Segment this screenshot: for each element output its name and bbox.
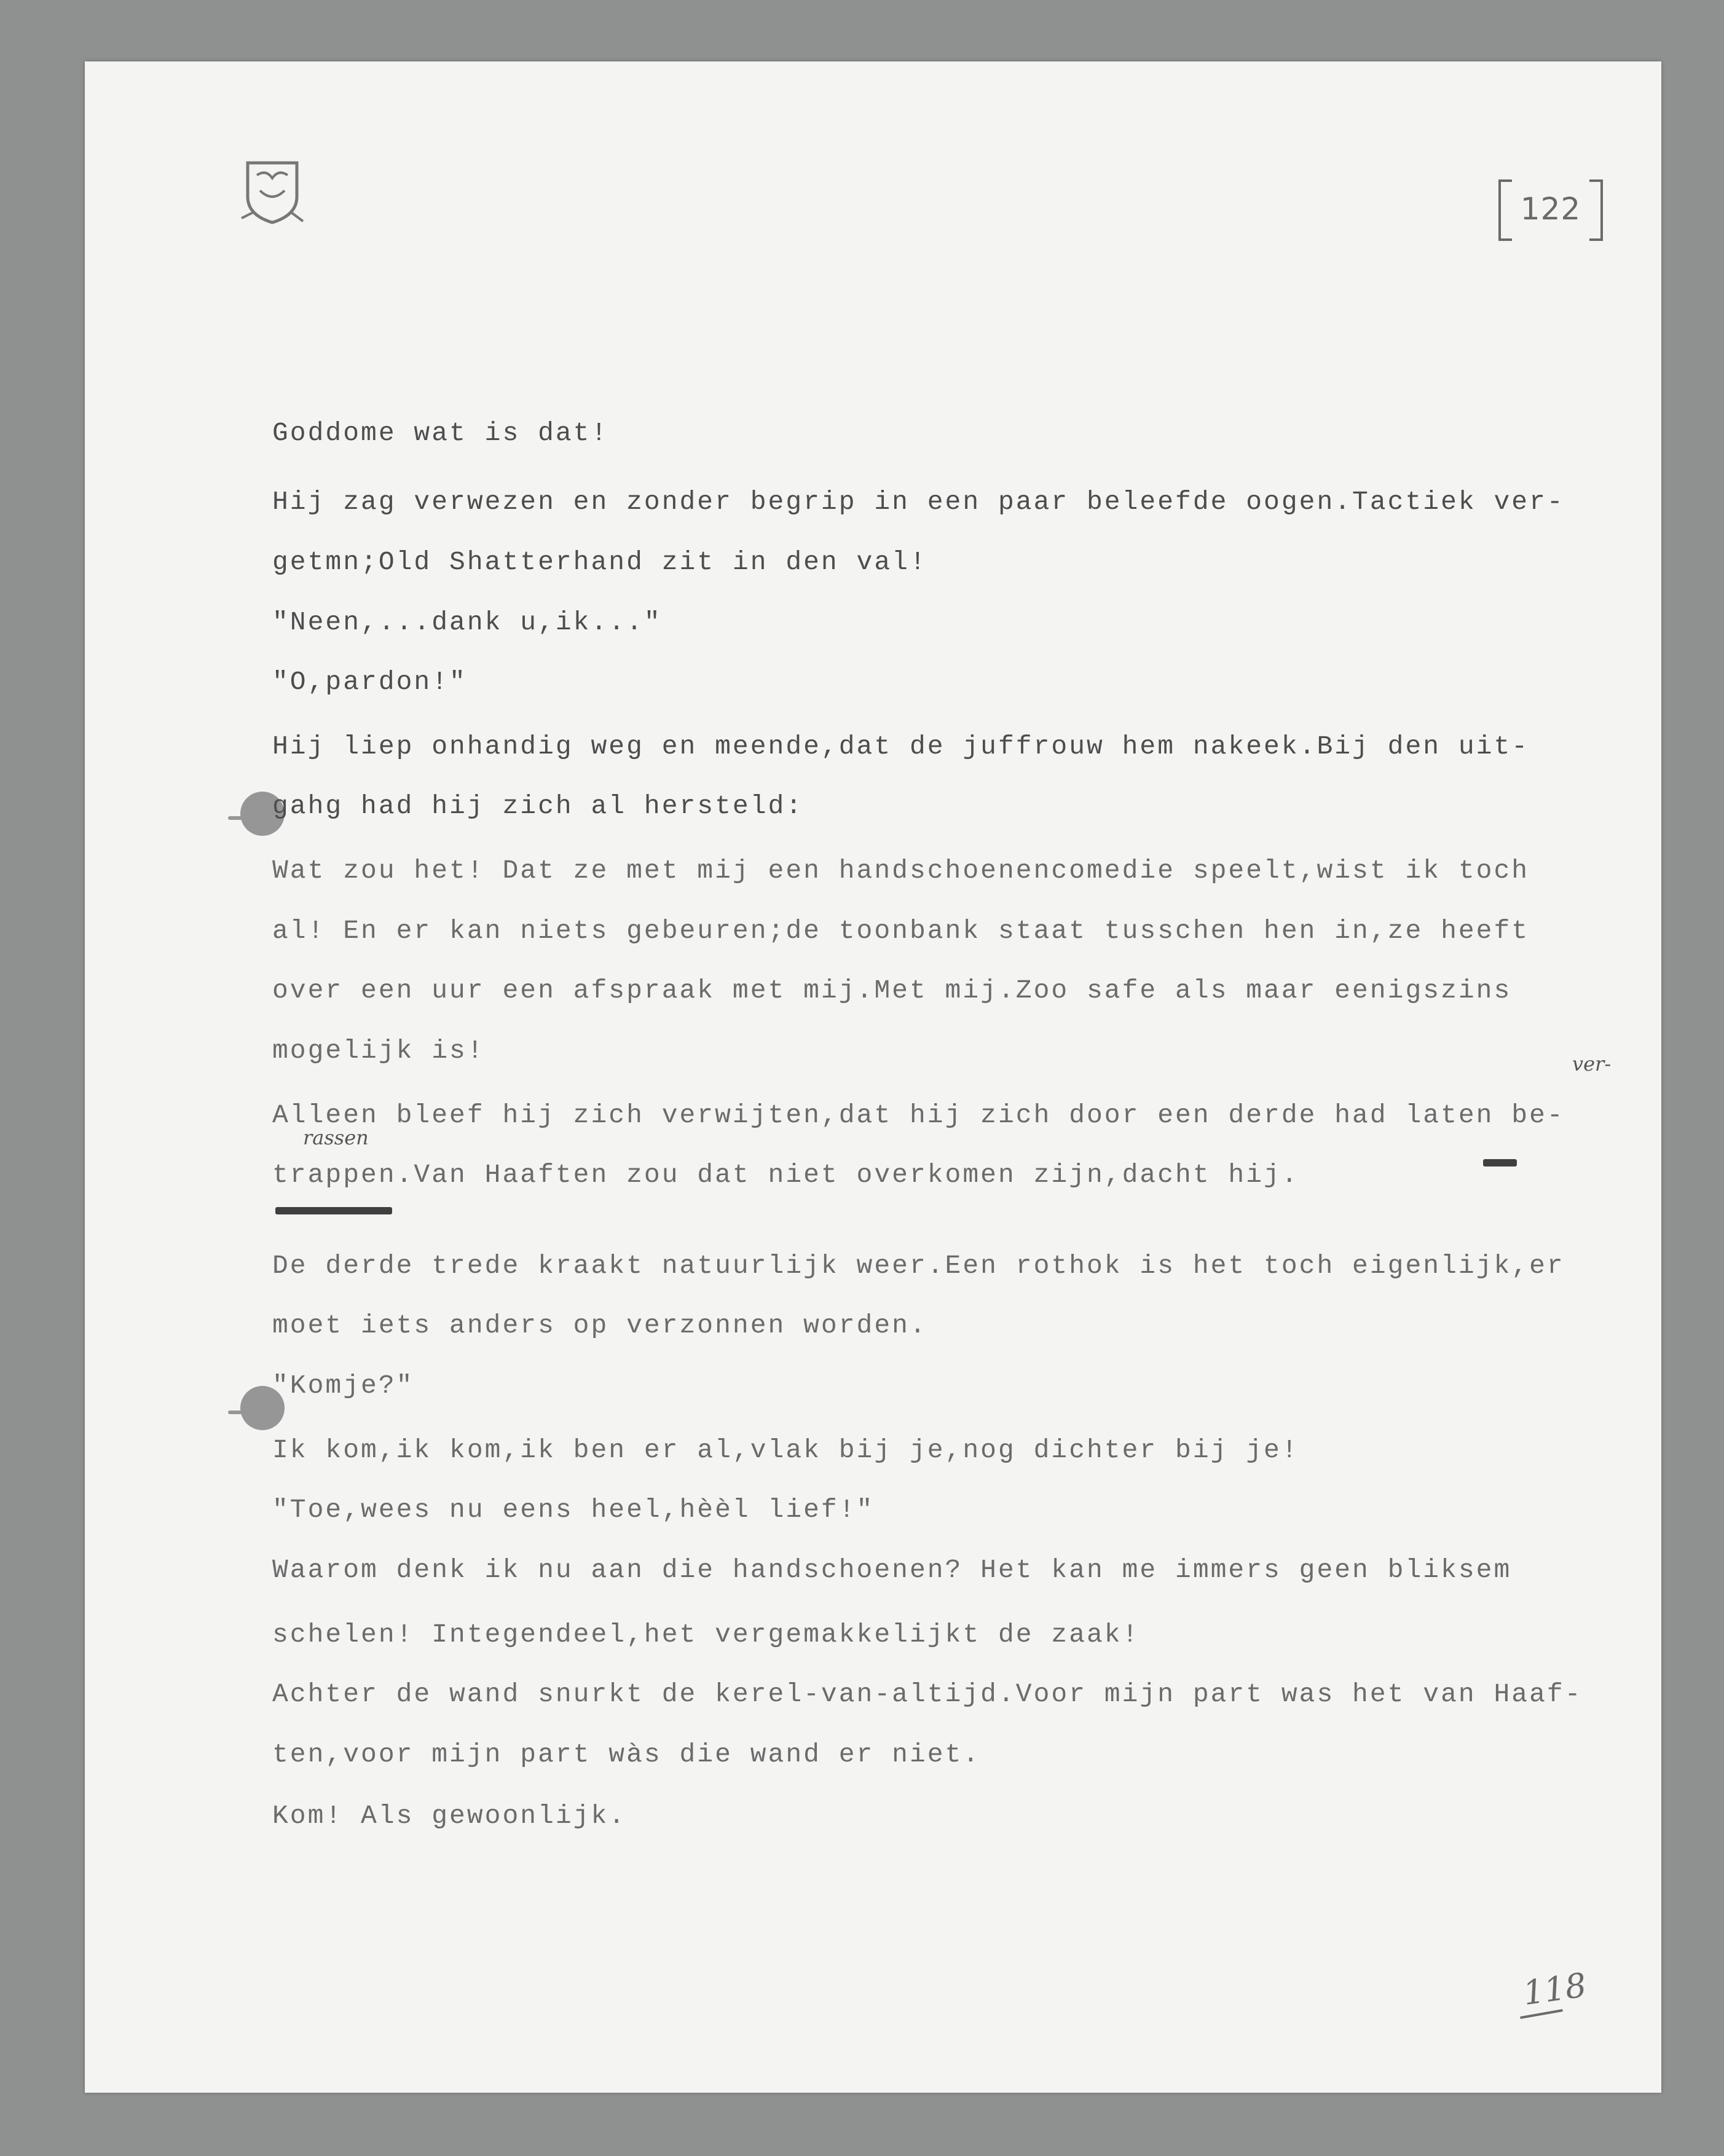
text-line: Wat zou het! Dat ze met mij een handschoenencomedie speelt,wist ik toch bbox=[272, 856, 1530, 886]
page-number bbox=[1498, 184, 1603, 234]
text-line: schelen! Integendeel,het vergemakkelijkt de zaak! bbox=[272, 1619, 1140, 1650]
text-line: gahg had hij zich al hersteld: bbox=[272, 791, 804, 821]
document-page bbox=[85, 61, 1661, 2093]
text-line: Hij zag verwezen en zonder begrip in een paar beleefde oogen.Tactiek ver- bbox=[272, 487, 1565, 517]
strike-through-mark bbox=[275, 1207, 392, 1214]
text-line: De derde trede kraakt natuurlijk weer.Een rothok is het toch eigenlijk,er bbox=[272, 1251, 1565, 1281]
text-line: Ik kom,ik kom,ik ben er al,vlak bij je,nog dichter bij je! bbox=[272, 1435, 1299, 1465]
strike-through-mark bbox=[1483, 1159, 1517, 1167]
text-line: Waarom denk ik nu aan die handschoenen? Het kan me immers geen bliksem bbox=[272, 1555, 1512, 1585]
handwritten-annotation: ver- bbox=[1572, 1052, 1612, 1076]
text-line: "Toe,wees nu eens heel,hèèl lief!" bbox=[272, 1495, 875, 1525]
archive-stamp-icon bbox=[238, 154, 306, 227]
text-line: getmn;Old Shatterhand zit in den val! bbox=[272, 547, 927, 577]
text-line: over een uur een afspraak met mij.Met mij.Zoo safe als maar eenigszins bbox=[272, 975, 1512, 1005]
text-line: "O,pardon!" bbox=[272, 667, 467, 697]
text-line: Achter de wand snurkt de kerel-van-altijd.Voor mijn part was het van Haaf- bbox=[272, 1679, 1583, 1709]
page-number-text: 122 bbox=[1520, 191, 1581, 227]
text-line: trappen.Van Haaften zou dat niet overkomen zijn,dacht hij. bbox=[272, 1160, 1299, 1190]
text-line: Goddome wat is dat! bbox=[272, 418, 609, 448]
folio-number: 118 bbox=[1521, 1965, 1589, 2013]
handwritten-annotation: rassen bbox=[303, 1126, 369, 1149]
text-line: Kom! Als gewoonlijk. bbox=[272, 1801, 627, 1831]
text-line: "Komje?" bbox=[272, 1371, 414, 1401]
text-line: "Neen,...dank u,ik..." bbox=[272, 607, 662, 637]
bracket-left bbox=[1498, 179, 1512, 241]
bracket-right bbox=[1589, 179, 1603, 241]
text-line: Hij liep onhandig weg en meende,dat de juffrouw hem nakeek.Bij den uit- bbox=[272, 731, 1530, 761]
text-line: al! En er kan niets gebeuren;de toonbank staat tusschen hen in,ze heeft bbox=[272, 916, 1530, 946]
text-line: mogelijk is! bbox=[272, 1036, 485, 1066]
text-line: moet iets anders op verzonnen worden. bbox=[272, 1310, 927, 1340]
text-line: Alleen bleef hij zich verwijten,dat hij zich door een derde had laten be- bbox=[272, 1100, 1565, 1130]
text-line: ten,voor mijn part wàs die wand er niet. bbox=[272, 1739, 981, 1769]
